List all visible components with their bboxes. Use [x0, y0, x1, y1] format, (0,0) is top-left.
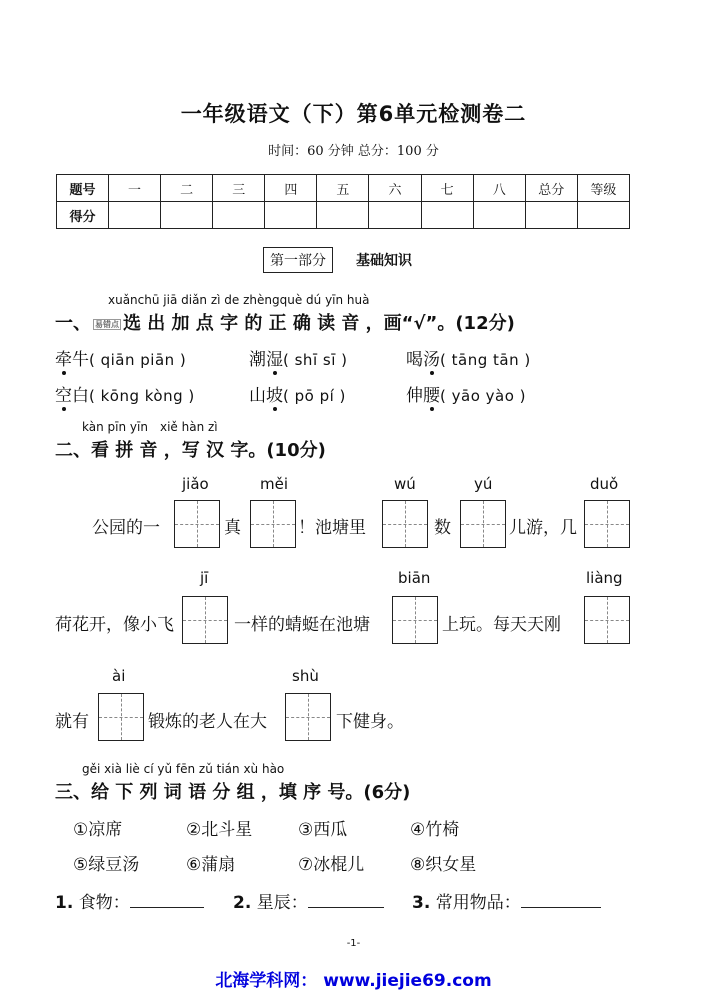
dotted-char: 湿: [266, 345, 283, 370]
q3-category: [233, 888, 384, 913]
part-title: 基础知识: [356, 253, 412, 269]
score-cell[interactable]: [525, 202, 577, 229]
q1-options[interactable]: ( pō pí ): [283, 387, 346, 405]
q2-text: 锻炼的老人在大: [148, 712, 267, 732]
q3-heading: 三、给 下 列 词 语 分 组 ，填 序 号。(6分): [55, 782, 411, 803]
q1-pinyin: xuǎnchū jiā diǎn zì de zhèngquè dú yīn huà: [108, 293, 370, 307]
q3-item: ⑧织女星: [410, 855, 477, 875]
q3-category: [412, 888, 601, 913]
q2-text: ！池塘里: [298, 518, 366, 538]
writing-box[interactable]: [392, 596, 438, 644]
q1-options[interactable]: ( shī sī ): [283, 351, 348, 369]
error-prone-tag: 易错点: [95, 319, 119, 329]
q2-pinyin: yú: [474, 475, 493, 493]
score-table: [56, 174, 630, 229]
score-table-col: 八: [473, 175, 525, 202]
writing-box[interactable]: [182, 596, 228, 644]
q1-item: 潮湿( shī sī ): [249, 345, 347, 370]
q2-heading: 二、看 拼 音 ，写 汉 字。(10分): [55, 440, 326, 461]
score-cell[interactable]: [265, 202, 317, 229]
q2-pinyin: jī: [200, 569, 209, 587]
q2-text: 儿游，几: [509, 518, 577, 538]
dotted-char: 坡: [266, 381, 283, 406]
answer-blank[interactable]: [308, 893, 384, 908]
score-table-col: 三: [213, 175, 265, 202]
q2-text: 上玩。每天天刚: [442, 615, 561, 635]
score-table-col: 一: [109, 175, 161, 202]
q2-pinyin: jiǎo: [182, 475, 209, 493]
q3-item: ③西瓜: [298, 820, 348, 840]
q3-item: ⑥蒲扇: [186, 855, 236, 875]
score-table-row-label: 得分: [57, 202, 109, 229]
dotted-char: 空: [55, 381, 72, 406]
q3-item: ①凉席: [73, 820, 123, 840]
q2-text: 真: [224, 518, 241, 538]
q1-options[interactable]: ( kōng kòng ): [89, 387, 195, 405]
q3-item: ⑦冰棍儿: [298, 855, 365, 875]
score-table-col: 二: [161, 175, 213, 202]
q1-item: 伸腰( yāo yào ): [406, 381, 526, 406]
q2-pinyin: liàng: [586, 569, 623, 587]
part-label: 第一部分: [263, 247, 333, 273]
q2-text: 就有: [55, 712, 89, 732]
page-number: -1-: [346, 938, 361, 949]
q3-category-number: 2.: [233, 893, 252, 913]
q3-pinyin: gěi xià liè cí yǔ fēn zǔ tián xù hào: [82, 762, 285, 776]
q1-item: 牵牛( qiān piān ): [55, 345, 186, 370]
q3-item: ②北斗星: [186, 820, 253, 840]
footer-watermark[interactable]: 北海学科网： www.jiejie69.com: [215, 971, 492, 991]
score-cell[interactable]: [369, 202, 421, 229]
q1-text: 选 出 加 点 字 的 正 确 读 音 ，画“√”。(12分): [123, 313, 515, 334]
answer-blank[interactable]: [521, 893, 601, 908]
score-table-col: 等级: [577, 175, 629, 202]
q2-pinyin-b: xiě hàn zì: [160, 420, 218, 434]
q2-pinyin: biān: [398, 569, 431, 587]
writing-box[interactable]: [382, 500, 428, 548]
q3-category-label: 常用物品：: [435, 893, 521, 913]
q2-pinyin: ài: [112, 667, 126, 685]
score-table-header-row: [57, 175, 630, 202]
q2-text: 下健身。: [336, 712, 404, 732]
score-cell[interactable]: [473, 202, 525, 229]
q2-text: 荷花开，像小飞: [55, 615, 174, 635]
q1-item: 喝汤( tāng tān ): [406, 345, 531, 370]
writing-box[interactable]: [460, 500, 506, 548]
q2-pinyin: měi: [260, 475, 289, 493]
score-table-col: 四: [265, 175, 317, 202]
page-title: 一年级语文（下）第6单元检测卷二: [180, 102, 527, 126]
writing-box[interactable]: [285, 693, 331, 741]
q1-item: 空白( kōng kòng ): [55, 381, 195, 406]
q1-number: 一、: [55, 313, 91, 334]
q2-pinyin: shù: [292, 667, 319, 685]
writing-box[interactable]: [174, 500, 220, 548]
q2-text: 公园的一: [92, 518, 160, 538]
score-cell[interactable]: [213, 202, 265, 229]
writing-box[interactable]: [584, 596, 630, 644]
score-table-col: 七: [421, 175, 473, 202]
score-table-col: 总分: [525, 175, 577, 202]
q2-text: 一样的蜻蜓在池塘: [234, 615, 370, 635]
q2-pinyin: duǒ: [590, 475, 619, 493]
q3-category-number: 1.: [55, 893, 74, 913]
score-cell[interactable]: [109, 202, 161, 229]
dotted-char: 腰: [423, 381, 440, 406]
score-table-col: 六: [369, 175, 421, 202]
q1-item: 山坡( pō pí ): [249, 381, 346, 406]
q2-text: 数: [434, 518, 451, 538]
q3-category-label: 星辰：: [256, 893, 308, 913]
q3-category: [55, 888, 204, 913]
q3-category-label: 食物：: [78, 893, 130, 913]
q3-item: ⑤绿豆汤: [73, 855, 140, 875]
score-table-row-label: 题号: [57, 175, 109, 202]
dotted-char: 汤: [423, 345, 440, 370]
writing-box[interactable]: [98, 693, 144, 741]
q1-options[interactable]: ( tāng tān ): [440, 351, 531, 369]
writing-box[interactable]: [584, 500, 630, 548]
q3-category-number: 3.: [412, 893, 431, 913]
exam-time-score: 时间：60 分钟 总分：100 分: [268, 144, 439, 159]
dotted-char: 牵: [55, 345, 72, 370]
q2-pinyin: wú: [394, 475, 416, 493]
score-table-col: 五: [317, 175, 369, 202]
score-cell[interactable]: [317, 202, 369, 229]
q2-pinyin-a: kàn pīn yīn: [82, 420, 148, 434]
q3-item: ④竹椅: [410, 820, 460, 840]
score-cell[interactable]: [161, 202, 213, 229]
score-cell[interactable]: [577, 202, 629, 229]
q1-options[interactable]: ( yāo yào ): [440, 387, 527, 405]
score-table-score-row: [57, 202, 630, 229]
answer-blank[interactable]: [130, 893, 204, 908]
writing-box[interactable]: [250, 500, 296, 548]
score-cell[interactable]: [421, 202, 473, 229]
q1-options[interactable]: ( qiān piān ): [89, 351, 187, 369]
q1-heading: [55, 309, 515, 335]
